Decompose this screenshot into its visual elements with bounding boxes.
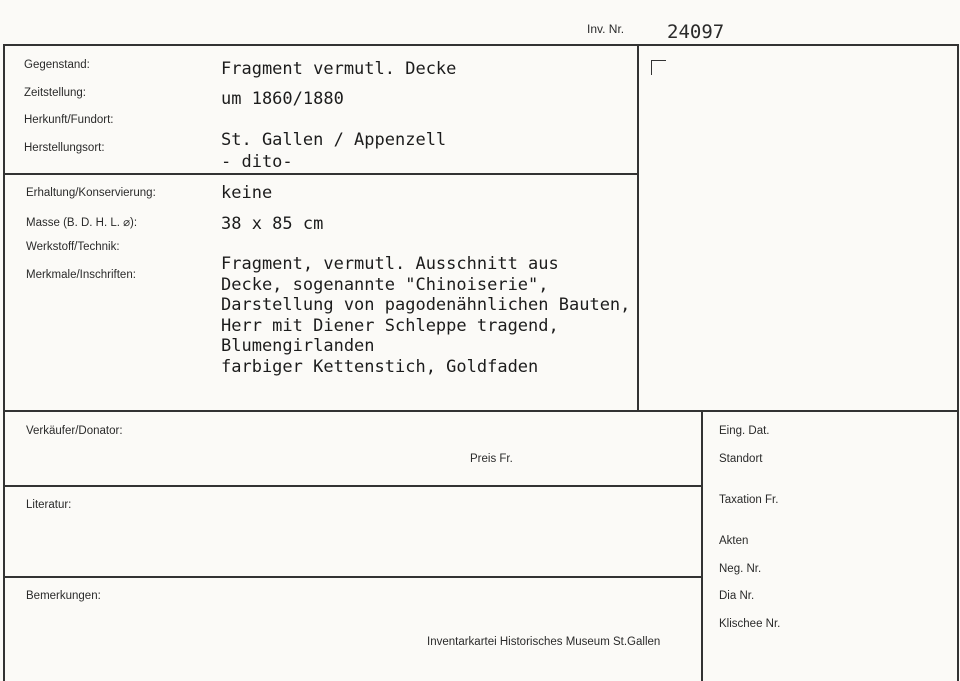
left-border <box>3 44 5 681</box>
label-verkaeufer: Verkäufer/Donator: <box>26 425 123 437</box>
beschreibung-line: farbiger Kettenstich, Goldfaden <box>221 356 539 377</box>
value-beschreibung <box>221 254 630 377</box>
label-taxation: Taxation Fr. <box>719 494 779 506</box>
value-herstellungsort-2: - dito- <box>221 152 293 172</box>
label-herkunft: Herkunft/Fundort: <box>24 114 114 126</box>
vertical-divider-lower <box>701 410 703 681</box>
label-literatur: Literatur: <box>26 499 72 511</box>
label-merkmale: Merkmale/Inschriften: <box>26 269 136 281</box>
value-erhaltung: keine <box>221 183 273 203</box>
label-neg-nr: Neg. Nr. <box>719 563 762 575</box>
label-erhaltung: Erhaltung/Konservierung: <box>26 187 156 199</box>
corner-mark-icon <box>651 60 666 75</box>
mid-rule-upper <box>3 173 638 175</box>
label-eing-dat: Eing. Dat. <box>719 425 770 437</box>
label-zeitstellung: Zeitstellung: <box>24 87 87 99</box>
label-werkstoff: Werkstoff/Technik: <box>26 241 120 253</box>
value-masse: 38 x 85 cm <box>221 214 324 234</box>
beschreibung-line: Decke, sogenannte "Chinoiserie", <box>221 274 549 295</box>
right-border <box>957 44 959 681</box>
value-gegenstand: Fragment vermutl. Decke <box>221 59 457 79</box>
beschreibung-line: Herr mit Diener Schleppe tragend, <box>221 315 559 336</box>
beschreibung-line: Fragment, vermutl. Ausschnitt aus <box>221 254 559 274</box>
label-bemerkungen: Bemerkungen: <box>26 590 101 602</box>
value-zeitstellung: um 1860/1880 <box>221 89 344 109</box>
label-standort: Standort <box>719 453 763 465</box>
label-masse: Masse (B. D. H. L. ⌀): <box>26 217 138 229</box>
top-rule <box>3 44 958 46</box>
beschreibung-line: Darstellung von pagodenähnlichen Bauten, <box>221 295 631 315</box>
main-rule <box>3 410 958 412</box>
label-dia-nr: Dia Nr. <box>719 590 755 602</box>
value-herstellungsort-1: St. Gallen / Appenzell <box>221 130 447 150</box>
label-klischee-nr: Klischee Nr. <box>719 618 781 630</box>
label-gegenstand: Gegenstand: <box>24 59 90 71</box>
inv-label: Inv. Nr. <box>587 22 625 36</box>
label-herstellungsort: Herstellungsort: <box>24 142 105 154</box>
inv-number: 24097 <box>667 21 725 43</box>
label-preis: Preis Fr. <box>470 453 513 465</box>
label-akten: Akten <box>719 535 749 547</box>
rule-literatur <box>3 485 702 487</box>
vertical-divider-upper <box>637 44 639 411</box>
footer-institution: Inventarkartei Historisches Museum St.Gallen <box>427 636 661 648</box>
beschreibung-line: Blumengirlanden <box>221 336 375 356</box>
rule-bemerkungen <box>3 576 702 578</box>
